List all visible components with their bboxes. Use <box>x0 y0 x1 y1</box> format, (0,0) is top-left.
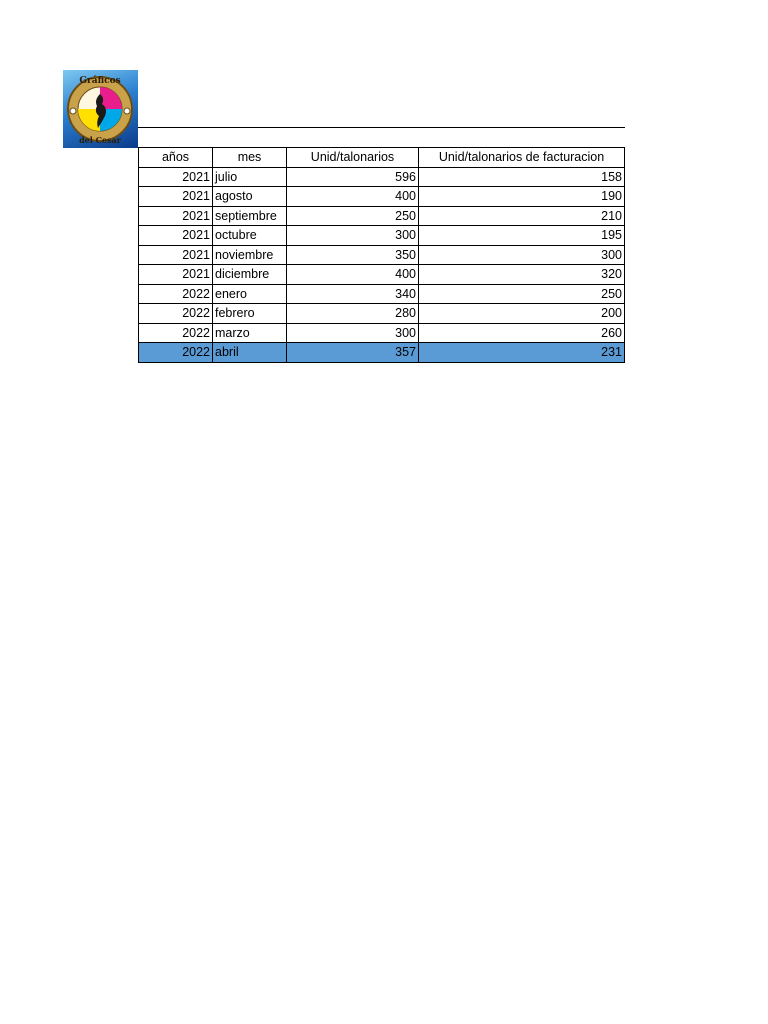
cell-month: agosto <box>213 187 287 207</box>
cell-units: 300 <box>287 226 419 246</box>
data-table <box>138 147 625 363</box>
cell-year: 2022 <box>139 343 213 363</box>
cell-units: 300 <box>287 323 419 343</box>
cell-year: 2021 <box>139 245 213 265</box>
table-row <box>139 206 625 226</box>
cell-units: 400 <box>287 265 419 285</box>
logo-text-top: Gráficos <box>79 76 121 86</box>
cell-billing-units: 195 <box>419 226 625 246</box>
cell-month: noviembre <box>213 245 287 265</box>
table-row <box>139 323 625 343</box>
cell-year: 2021 <box>139 187 213 207</box>
cell-month: febrero <box>213 304 287 324</box>
cell-billing-units: 190 <box>419 187 625 207</box>
cell-units: 340 <box>287 284 419 304</box>
cell-billing-units: 300 <box>419 245 625 265</box>
cell-year: 2021 <box>139 167 213 187</box>
cell-billing-units: 200 <box>419 304 625 324</box>
cell-month: enero <box>213 284 287 304</box>
table-row <box>139 226 625 246</box>
cell-billing-units: 320 <box>419 265 625 285</box>
cell-units: 357 <box>287 343 419 363</box>
logo-text-bottom: del Cesar <box>79 135 121 145</box>
cell-month: julio <box>213 167 287 187</box>
cell-month: marzo <box>213 323 287 343</box>
cell-units: 596 <box>287 167 419 187</box>
cell-month: septiembre <box>213 206 287 226</box>
cell-year: 2022 <box>139 284 213 304</box>
cell-year: 2021 <box>139 226 213 246</box>
cell-month: diciembre <box>213 265 287 285</box>
table-row <box>139 167 625 187</box>
cell-year: 2022 <box>139 304 213 324</box>
cell-units: 280 <box>287 304 419 324</box>
header-row <box>139 148 625 168</box>
header-rule <box>138 127 625 128</box>
header-units: Unid/talonarios <box>287 148 419 168</box>
header-billing-units: Unid/talonarios de facturacion <box>419 148 625 168</box>
cell-units: 400 <box>287 187 419 207</box>
table-row <box>139 284 625 304</box>
company-logo <box>63 70 138 148</box>
header-years: años <box>139 148 213 168</box>
cell-year: 2021 <box>139 206 213 226</box>
cell-units: 350 <box>287 245 419 265</box>
cell-units: 250 <box>287 206 419 226</box>
table-row <box>139 304 625 324</box>
header-month: mes <box>213 148 287 168</box>
cell-billing-units: 250 <box>419 284 625 304</box>
cell-billing-units: 210 <box>419 206 625 226</box>
table-row-highlighted <box>139 343 625 363</box>
cell-month: octubre <box>213 226 287 246</box>
table-row <box>139 245 625 265</box>
table-row <box>139 265 625 285</box>
cell-billing-units: 260 <box>419 323 625 343</box>
cell-year: 2022 <box>139 323 213 343</box>
table-row <box>139 187 625 207</box>
cell-billing-units: 158 <box>419 167 625 187</box>
cell-year: 2021 <box>139 265 213 285</box>
cell-billing-units: 231 <box>419 343 625 363</box>
cell-month: abril <box>213 343 287 363</box>
